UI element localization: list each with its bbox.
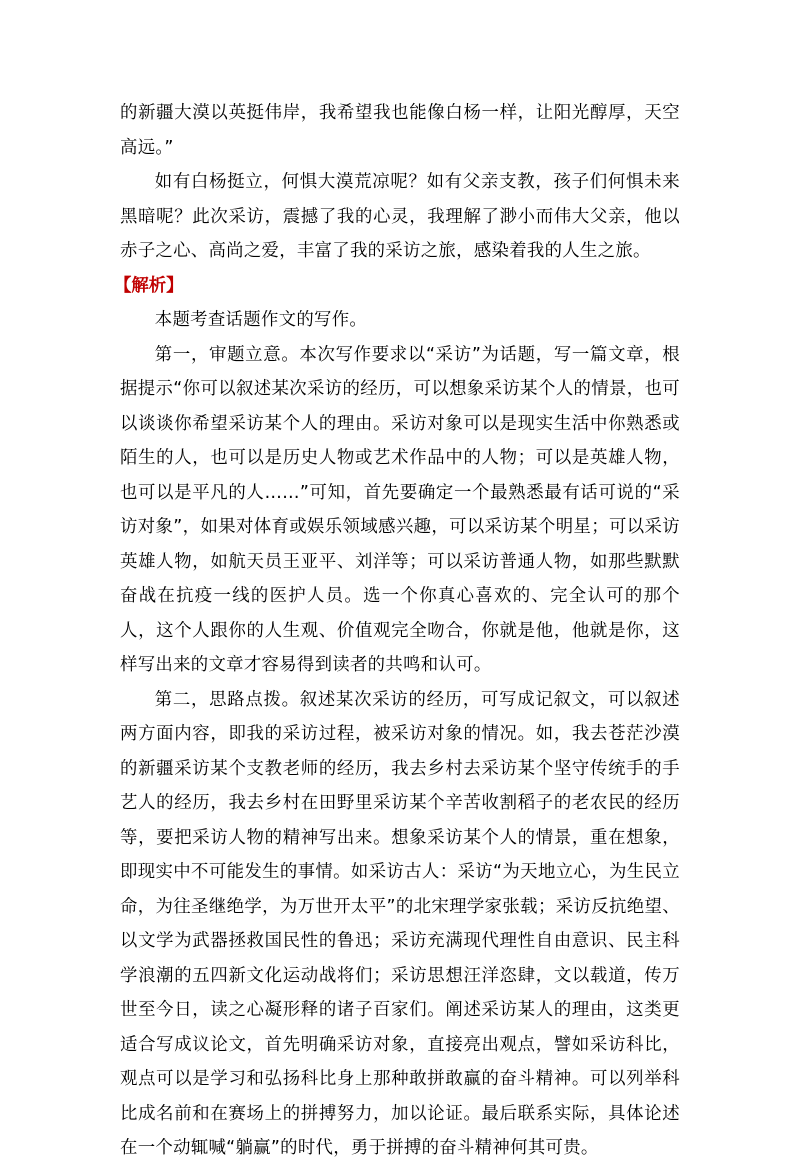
section-label-analysis: 【解析】 [114,275,184,296]
paragraph-analysis-second: 第二，思路点拨。叙述某次采访的经历，可写成记叙文，可以叙述两方面内容，即我的采访过程，被采访对象的情况。如，我去苍茫沙漠的新疆采访某个支教老师的经历，我去乡村去采访某个坚守传统手的手艺人的经历，我去乡村在田野里采访某个辛苦收割稻子的老农民的经历等，要把采访人物的精神写出来。想象采访某个人的情景，重在想象，即现实中不可能发生的事情。如采访古人：采访“为天地立心，为生民立命，为往圣继绝学，为万世开太平”的北宋理学家张载；采访反抗绝望、以文学为武器拯救国民性的鲁迅；采访充满现代理性自由意识、民主科学浪潮的五四新文化运动战将们；采访思想汪洋恣肆，文以载道，传万世至今日，读之心凝形释的诸子百家们。阐述采访某人的理由，这类更适合写成议论文，首先明确采访对象，直接亮出观点，譬如采访科比，观点可以是学习和弘扬科比身上那种敢拼敢赢的奋斗精神。可以列举科比成名前和在赛场上的拼搏努力，加以论证。最后联系实际，具体论述在一个动辄喊“躺赢”的时代，勇于拼搏的奋斗精神何其可贵。 [120,689,680,1158]
paragraph-analysis-first: 第一，审题立意。本次写作要求以“采访”为话题，写一篇文章，根据提示“你可以叙述某次采访的经历，可以想象采访某个人的情景，也可以谈谈你希望采访某个人的理由。采访对象可以是现实生活中你熟悉或陌生的人，也可以是历史人物或艺术作品中的人物；可以是英雄人物，也可以是平凡的人……”可知，首先要确定一个最熟悉最有话可说的“采访对象”，如果对体育或娱乐领域感兴趣，可以采访某个明星；可以采访英雄人物，如航天员王亚平、刘洋等；可以采访普通人物，如那些默默奋战在抗疫一线的医护人员。选一个你真心喜欢的、完全认可的那个人，这个人跟你的人生观、价值观完全吻合，你就是他，他就是你，这样写出来的文章才容易得到读者的共鸣和认可。 [120,344,680,675]
paragraph-essay-ending: 的新疆大漠以英挺伟岸，我希望我也能像白杨一样，让阳光醇厚，天空高远。” [120,103,680,158]
paragraph-analysis-intro: 本题考查话题作文的写作。 [154,310,368,330]
document-body [114,96,680,1166]
paragraph-essay-conclusion: 如有白杨挺立，何惧大漠荒凉呢？如有父亲支教，孩子们何惧未来黑暗呢？此次采访，震撼了我的心灵，我理解了渺小而伟大父亲，他以赤子之心、高尚之爱，丰富了我的采访之旅，感染着我的人生之旅。 [120,172,680,261]
